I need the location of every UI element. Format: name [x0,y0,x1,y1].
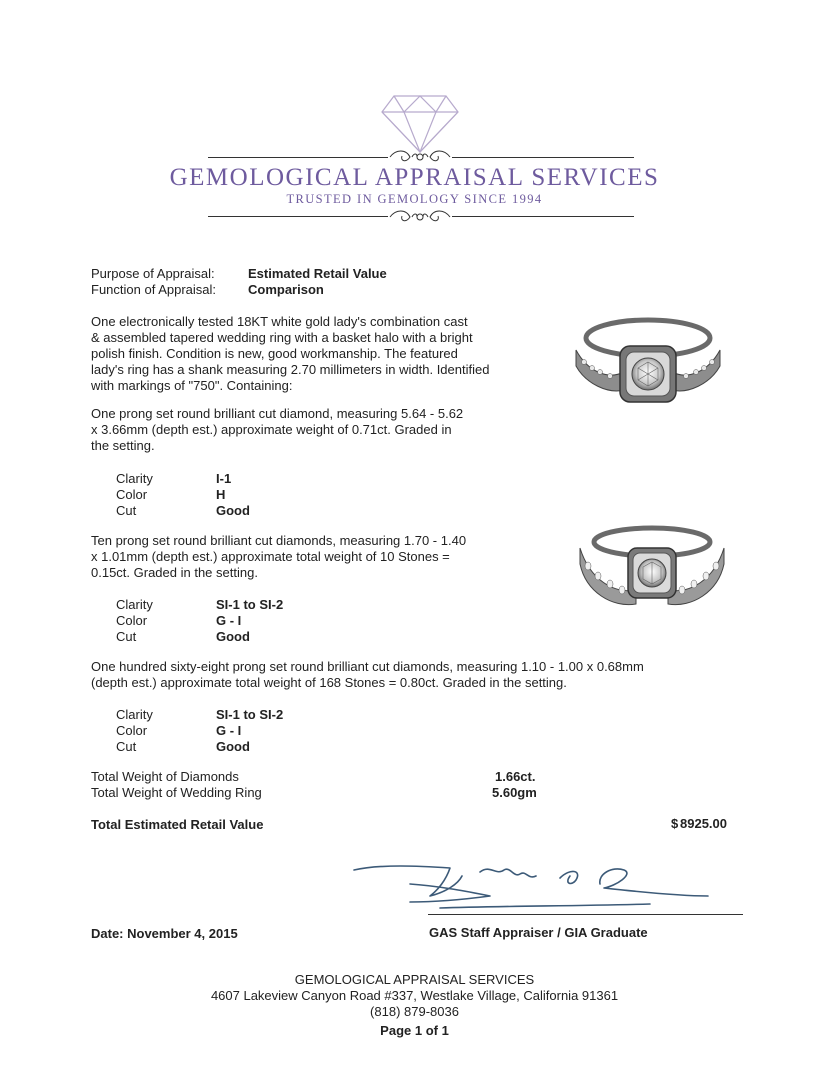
item-description [91,314,521,394]
purpose-value: Estimated Retail Value [248,266,387,281]
stone-description-line: x 3.66mm (depth est.) approximate weight of 0.71ct. Graded in [91,422,452,437]
grade-value: Good [216,739,250,754]
letterhead-top-rule-right [452,157,634,158]
grade-value: SI-1 to SI-2 [216,597,284,612]
stone-description-line: Ten prong set round brilliant cut diamonds, measuring 1.70 - 1.40 [91,533,467,548]
scroll-flourish-icon [386,207,454,227]
stone-description-line: One hundred sixty-eight prong set round brilliant cut diamonds, measuring 1.10 - 1.00 x 0.68mm [91,659,644,674]
stone-description [91,406,511,454]
grade-label: Cut [116,739,137,754]
company-name: GEMOLOGICAL APPRAISAL SERVICES [169,164,660,191]
stone-description-line: One prong set round brilliant cut diamond, measuring 5.64 - 5.62 [91,406,464,421]
total-diamond-weight-label: Total Weight of Diamonds [91,769,239,784]
page-number: Page 1 of 1 [380,1023,449,1038]
stone-description-line: (depth est.) approximate total weight of 168 Stones = 0.80ct. Graded in the setting. [91,675,567,690]
stone-description [91,659,731,691]
total-retail-value: 8925.00 [680,816,727,831]
total-ring-weight-label: Total Weight of Wedding Ring [91,785,262,800]
description-line: with markings of "750". Containing: [91,378,293,393]
grade-value: Good [216,503,250,518]
appraiser-title: GAS Staff Appraiser / GIA Graduate [429,925,648,940]
description-line: polish finish. Condition is new, good workmanship. The featured [91,346,458,361]
description-line: & assembled tapered wedding ring with a basket halo with a bright [91,330,473,345]
stone-description-line: 0.15ct. Graded in the setting. [91,565,258,580]
description-line: lady's ring has a shank measuring 2.70 millimeters in width. Identified [91,362,490,377]
footer-address: 4607 Lakeview Canyon Road #337, Westlake Village, California 91361 [210,988,619,1003]
stone-description-line: the setting. [91,438,155,453]
ring-photo-top-view [568,310,728,420]
grade-label: Color [116,487,148,502]
company-tagline: TRUSTED IN GEMOLOGY SINCE 1994 [286,192,543,206]
grade-label: Color [116,723,148,738]
letterhead-top-rule-left [208,157,388,158]
total-ring-weight-value: 5.60gm [492,785,537,800]
grade-label: Clarity [116,597,153,612]
stone-description-line: x 1.01mm (depth est.) approximate total weight of 10 Stones = [91,549,450,564]
grade-label: Cut [116,503,137,518]
purpose-label: Purpose of Appraisal: [91,266,215,281]
appraisal-date: Date: November 4, 2015 [91,926,238,941]
total-retail-value-label: Total Estimated Retail Value [91,817,264,832]
footer-phone: (818) 879-8036 [370,1004,459,1019]
diamond-logo-icon [380,92,460,154]
letterhead-bottom-rule-right [452,216,634,217]
grade-value: SI-1 to SI-2 [216,707,284,722]
stone-description [91,533,511,581]
function-value: Comparison [248,282,324,297]
letterhead-bottom-rule-left [208,216,388,217]
grade-label: Cut [116,629,137,644]
signature-line [428,914,743,915]
grade-value: G - I [216,723,242,738]
grade-label: Clarity [116,707,153,722]
function-label: Function of Appraisal: [91,282,217,297]
grade-value: G - I [216,613,242,628]
currency-symbol: $ [671,816,679,831]
total-diamond-weight-value: 1.66ct. [495,769,536,784]
grade-value: Good [216,629,250,644]
ring-photo-angled-view [574,520,730,620]
grade-value: I-1 [216,471,232,486]
description-line: One electronically tested 18KT white gold lady's combination cast [91,314,468,329]
footer-company: GEMOLOGICAL APPRAISAL SERVICES [294,972,535,987]
grade-value: H [216,487,226,502]
grade-label: Color [116,613,148,628]
handwritten-signature [350,856,750,920]
grade-label: Clarity [116,471,153,486]
